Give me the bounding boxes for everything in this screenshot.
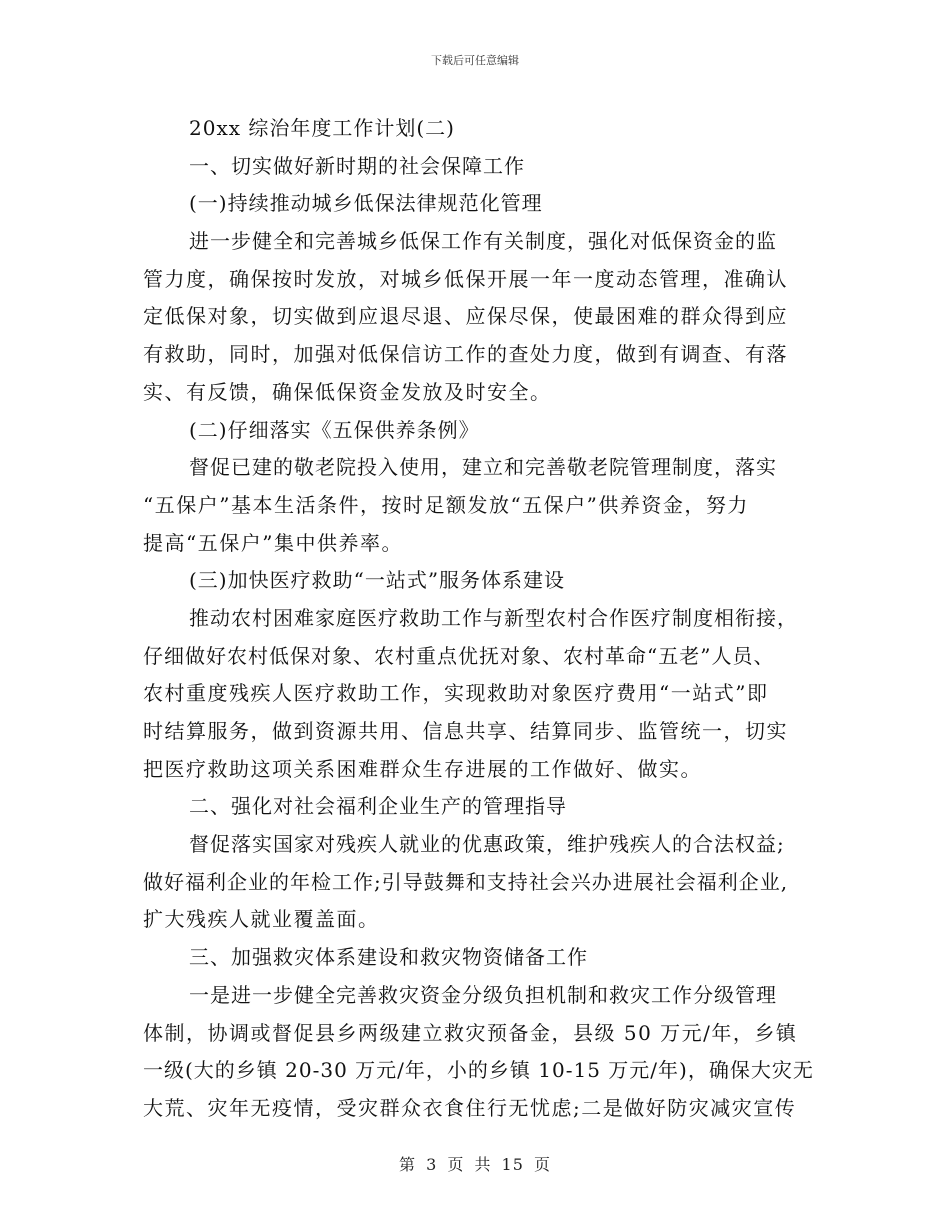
paragraph-line: “五保户”基本生活条件，按时足额发放“五保户”供养资金，努力 [143, 492, 749, 517]
paragraph-line: 把医疗救助这项关系困难群众生存进展的工作做好、做实。 [143, 756, 702, 781]
subsection-heading: (一)持续推动城乡低保法律规范化管理 [189, 191, 543, 216]
paragraph-line: 定低保对象，切实做到应退尽退、应保尽保，使最困难的群众得到应 [143, 304, 788, 329]
paragraph-line: 督促已建的敬老院投入使用，建立和完善敬老院管理制度，落实 [189, 455, 777, 480]
document-body [143, 110, 823, 1128]
paragraph-line: 推动农村困难家庭医疗救助工作与新型农村合作医疗制度相衔接， [189, 605, 798, 630]
subsection-heading: (三)加快医疗救助“一站式”服务体系建设 [189, 568, 566, 593]
page-header: 下载后可任意编辑 [431, 54, 519, 67]
paragraph-line: 大荒、灾年无疫情，受灾群众衣食住行无忧虑;二是做好防灾减灾宣传 [143, 1095, 797, 1120]
section-heading: 一、切实做好新时期的社会保障工作 [189, 153, 525, 178]
paragraph-line: 体制，协调或督促县乡两级建立救灾预备金，县级 50 万元/年，乡镇 [143, 1020, 798, 1045]
section-heading: 三、加强救灾体系建设和救灾物资储备工作 [189, 945, 588, 970]
paragraph-line: 提高“五保户”集中供养率。 [143, 530, 403, 555]
paragraph-line: 农村重度残疾人医疗救助工作，实现救助对象医疗费用“一站式”即 [143, 681, 769, 706]
page-number-footer: 第 3 页 共 15 页 [399, 1155, 551, 1174]
subsection-heading: (二)仔细落实《五保供养条例》 [189, 417, 480, 442]
paragraph-line: 管力度，确保按时发放，对城乡低保开展一年一度动态管理，准确认 [143, 266, 788, 291]
paragraph-line: 扩大残疾人就业覆盖面。 [143, 907, 380, 932]
paragraph-line: 一级(大的乡镇 20-30 万元/年，小的乡镇 10-15 万元/年)，确保大灾无 [143, 1058, 814, 1083]
paragraph-line: 实、有反馈，确保低保资金发放及时安全。 [143, 379, 552, 404]
paragraph-line: 进一步健全和完善城乡低保工作有关制度，强化对低保资金的监 [189, 229, 777, 254]
paragraph-line: 时结算服务，做到资源共用、信息共享、结算同步、监管统一，切实 [143, 719, 788, 743]
paragraph-line: 一是进一步健全完善救灾资金分级负担机制和救灾工作分级管理 [189, 982, 777, 1007]
paragraph-line: 仔细做好农村低保对象、农村重点优抚对象、农村革命“五老”人员、 [143, 643, 775, 668]
paragraph-line: 督促落实国家对残疾人就业的优惠政策，维护残疾人的合法权益; [189, 832, 785, 857]
document-title: 20xx 综治年度工作计划(二) [189, 116, 455, 140]
paragraph-line: 有救助，同时，加强对低保信访工作的查处力度，做到有调查、有落 [143, 342, 788, 367]
paragraph-line: 做好福利企业的年检工作;引导鼓舞和支持社会兴办进展社会福利企业, [143, 869, 789, 894]
section-heading: 二、强化对社会福利企业生产的管理指导 [189, 794, 567, 819]
